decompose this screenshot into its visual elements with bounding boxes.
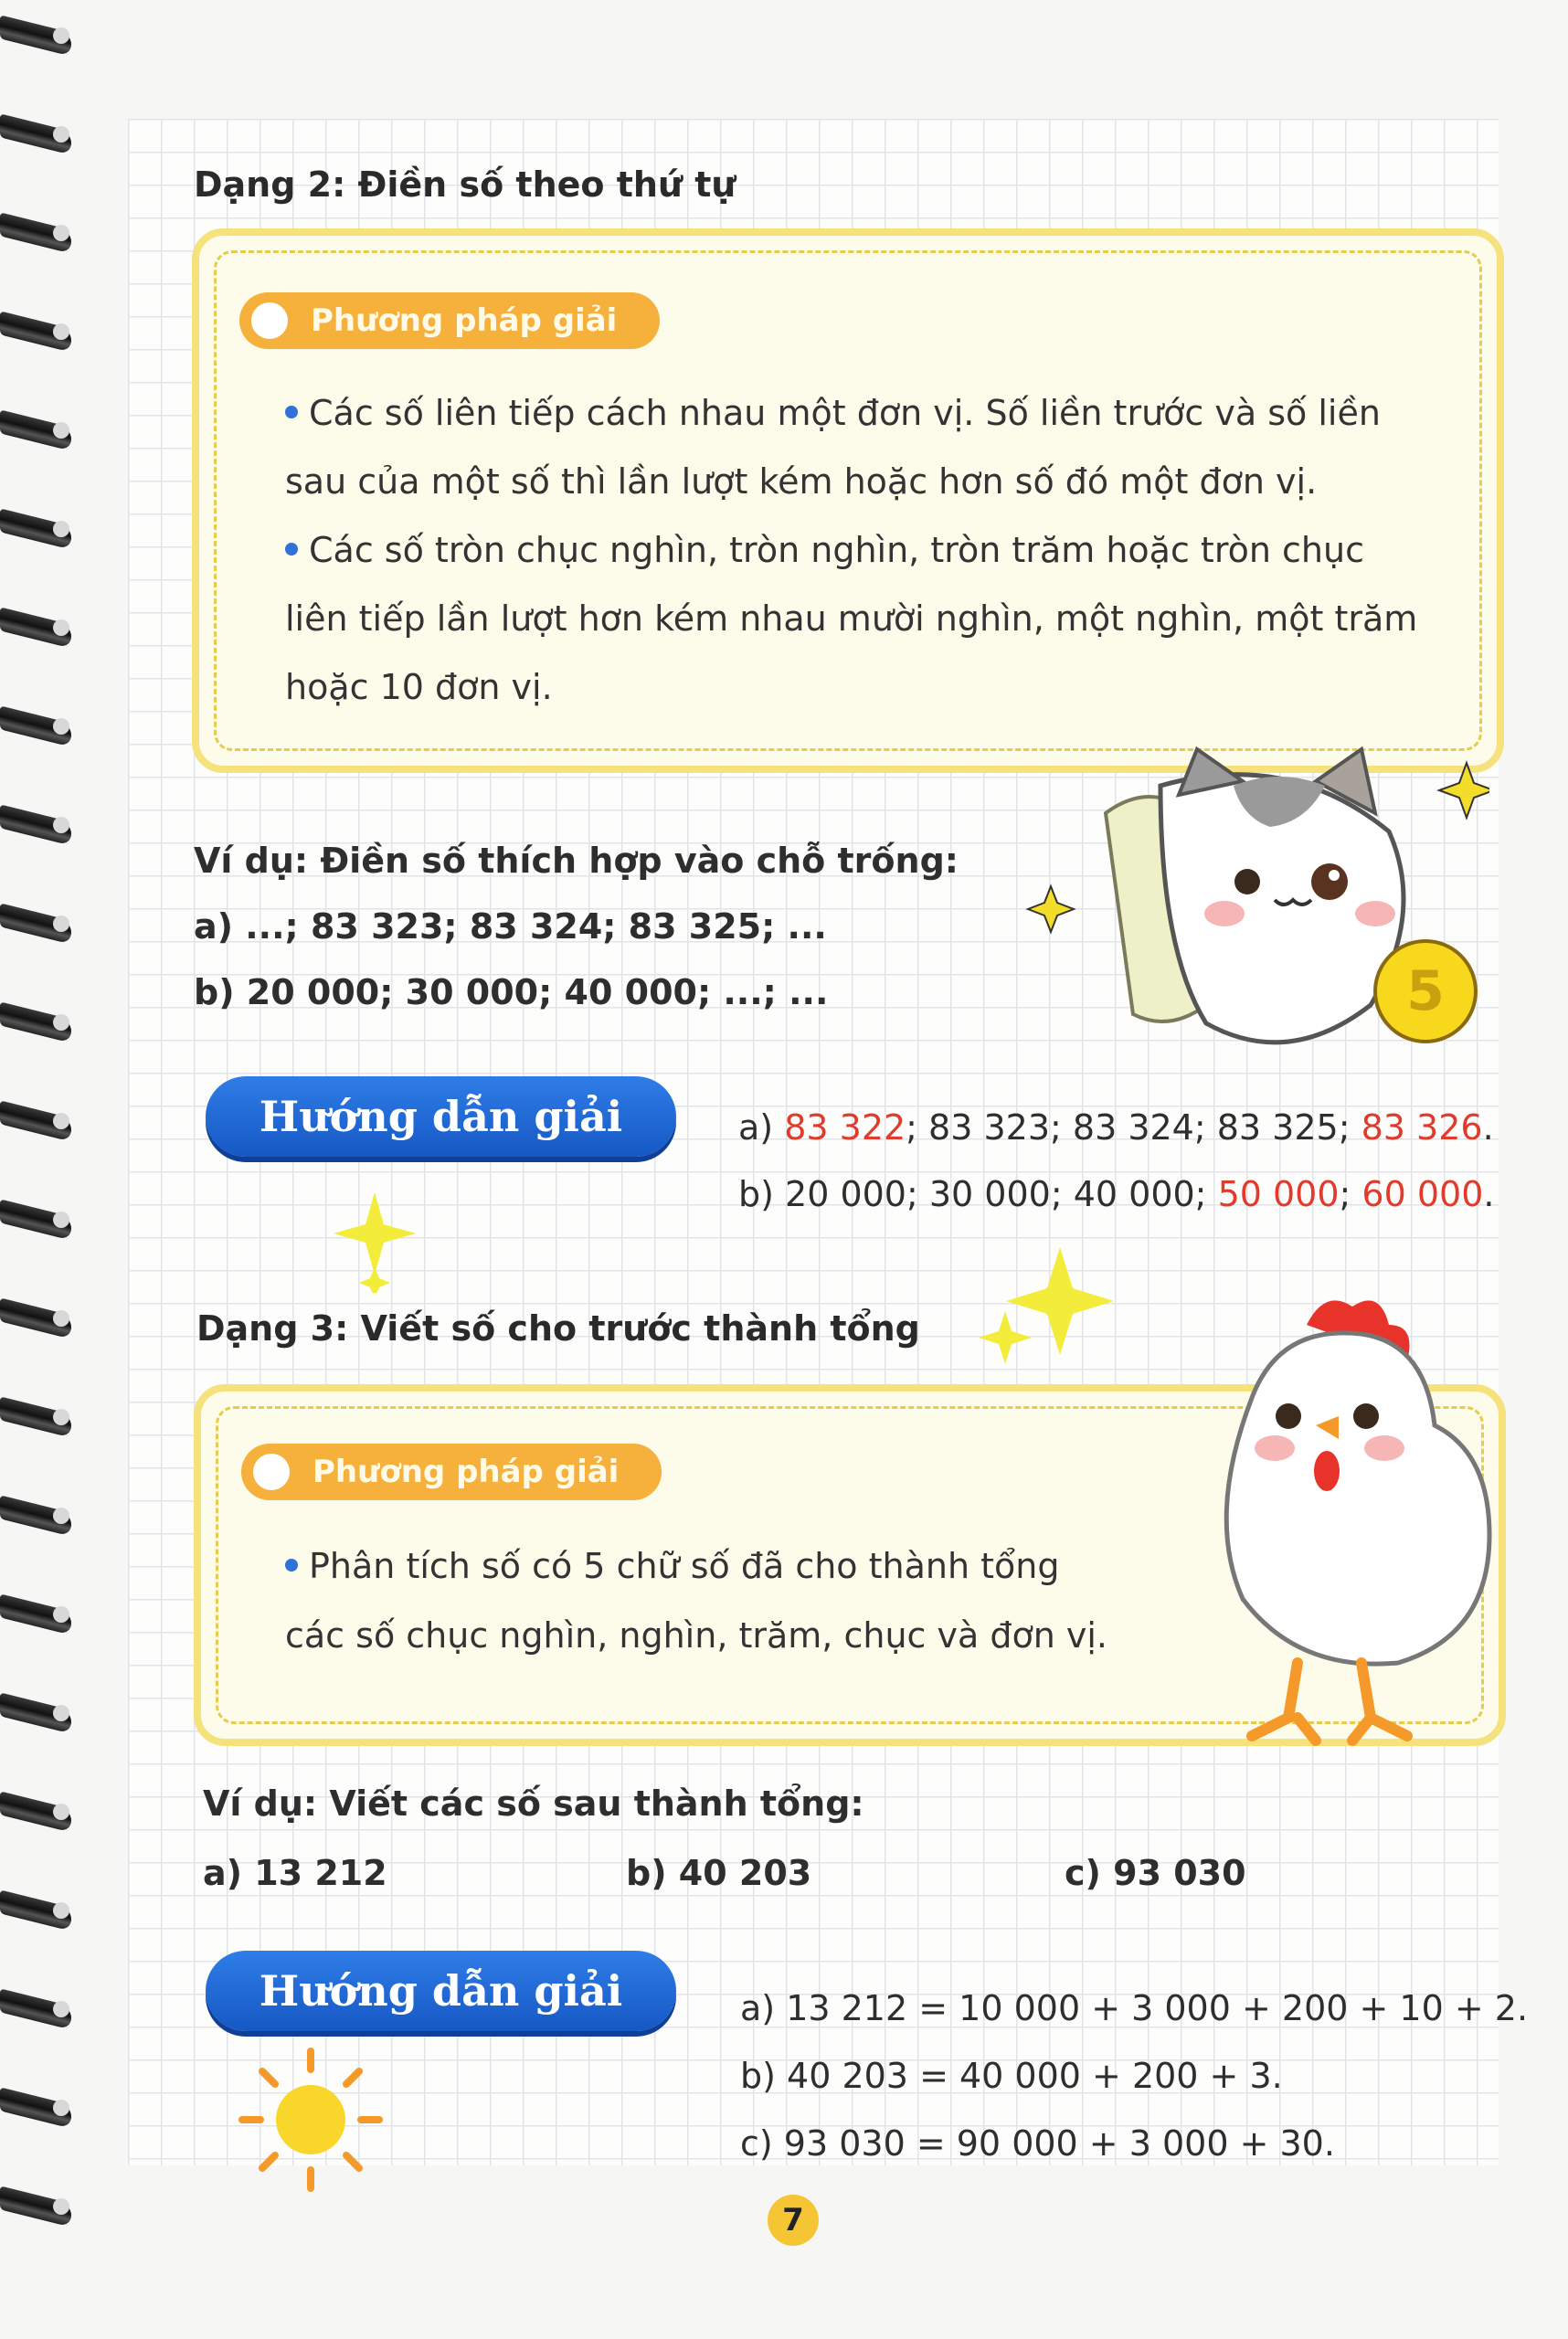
chicken-illustration [1179, 1288, 1508, 1763]
bullet-icon [285, 1559, 298, 1572]
section3-example-b: b) 40 203 [626, 1853, 812, 1893]
spiral-ring [0, 512, 73, 552]
section3-example-title: Ví dụ: Viết các số sau thành tổng: [203, 1783, 864, 1824]
sparkles-icon [320, 1183, 429, 1293]
spiral-ring [0, 1104, 73, 1144]
method-line-2: các số chục nghìn, nghìn, trăm, chục và đơn vị. [285, 1615, 1108, 1656]
method-line-2: sau của một số thì lần lượt kém hoặc hơn số đó một đơn vị. [285, 461, 1318, 502]
section3-guide-button: Hướng dẫn giải [206, 1951, 676, 2031]
sparkles-icon [978, 1238, 1115, 1375]
section2-method-pill [239, 292, 660, 349]
sun-icon [233, 2042, 388, 2197]
method-line-4: liên tiếp lần lượt hơn kém nhau mười nghìn, một nghìn, một trăm [285, 598, 1418, 639]
bullet-icon [285, 543, 298, 556]
cat-illustration [1014, 731, 1489, 1078]
method-label: Phương pháp giải [313, 1454, 620, 1490]
spiral-ring [0, 1202, 73, 1243]
spiral-ring [0, 1498, 73, 1539]
spiral-ring [0, 1696, 73, 1736]
section2-example-title: Ví dụ: Điền số thích hợp vào chỗ trống: [194, 841, 959, 881]
spiral-ring [0, 216, 73, 256]
method-line-1: Các số liên tiếp cách nhau một đơn vị. Số liền trước và số liền [285, 393, 1381, 433]
pill-circle-icon [249, 300, 291, 342]
section2-answer-a: a) 83 322; 83 323; 83 324; 83 325; 83 326. [738, 1107, 1494, 1148]
method-line-3: Các số tròn chục nghìn, tròn nghìn, tròn trăm hoặc tròn chục [285, 530, 1364, 570]
section3-answer-c: c) 93 030 = 90 000 + 3 000 + 30. [740, 2123, 1335, 2164]
section3-example-c: c) 93 030 [1065, 1853, 1246, 1893]
section3-answer-b: b) 40 203 = 40 000 + 200 + 3. [740, 2056, 1283, 2096]
spiral-ring [0, 610, 73, 651]
spiral-ring [0, 314, 73, 355]
method-line-1: Phân tích số có 5 chữ số đã cho thành tổng [285, 1546, 1060, 1586]
spiral-ring [0, 2090, 73, 2131]
svg-text:5: 5 [1406, 959, 1445, 1023]
spiral-ring [0, 1301, 73, 1341]
spiral-ring [0, 1005, 73, 1045]
spiral-ring [0, 709, 73, 749]
section2-guide-button: Hướng dẫn giải [206, 1076, 676, 1157]
spiral-binding [0, 18, 82, 2321]
spiral-ring [0, 2189, 73, 2229]
page-number: 7 [768, 2195, 819, 2246]
spiral-ring [0, 1794, 73, 1835]
spiral-ring [0, 1992, 73, 2032]
section2-example-a: a) ...; 83 323; 83 324; 83 325; ... [194, 906, 827, 947]
bullet-icon [285, 406, 298, 418]
section2-heading: Dạng 2: Điền số theo thứ tự [194, 164, 736, 205]
section3-example-a: a) 13 212 [203, 1853, 387, 1893]
section2-example-b: b) 20 000; 30 000; 40 000; ...; ... [194, 972, 829, 1012]
section3-method-pill [241, 1444, 662, 1500]
spiral-ring [0, 413, 73, 453]
spiral-ring [0, 1597, 73, 1637]
section3-answer-a: a) 13 212 = 10 000 + 3 000 + 200 + 10 + 2. [740, 1988, 1529, 2028]
spiral-ring [0, 117, 73, 157]
method-line-5: hoặc 10 đơn vị. [285, 667, 553, 707]
spiral-ring [0, 1893, 73, 1933]
spiral-ring [0, 906, 73, 947]
spiral-ring [0, 808, 73, 848]
section3-heading: Dạng 3: Viết số cho trước thành tổng [196, 1308, 920, 1349]
pill-circle-icon [250, 1451, 292, 1493]
section2-answer-b: b) 20 000; 30 000; 40 000; 50 000; 60 000. [738, 1174, 1495, 1214]
method-label: Phương pháp giải [311, 302, 618, 339]
spiral-ring [0, 18, 73, 58]
spiral-ring [0, 1400, 73, 1440]
